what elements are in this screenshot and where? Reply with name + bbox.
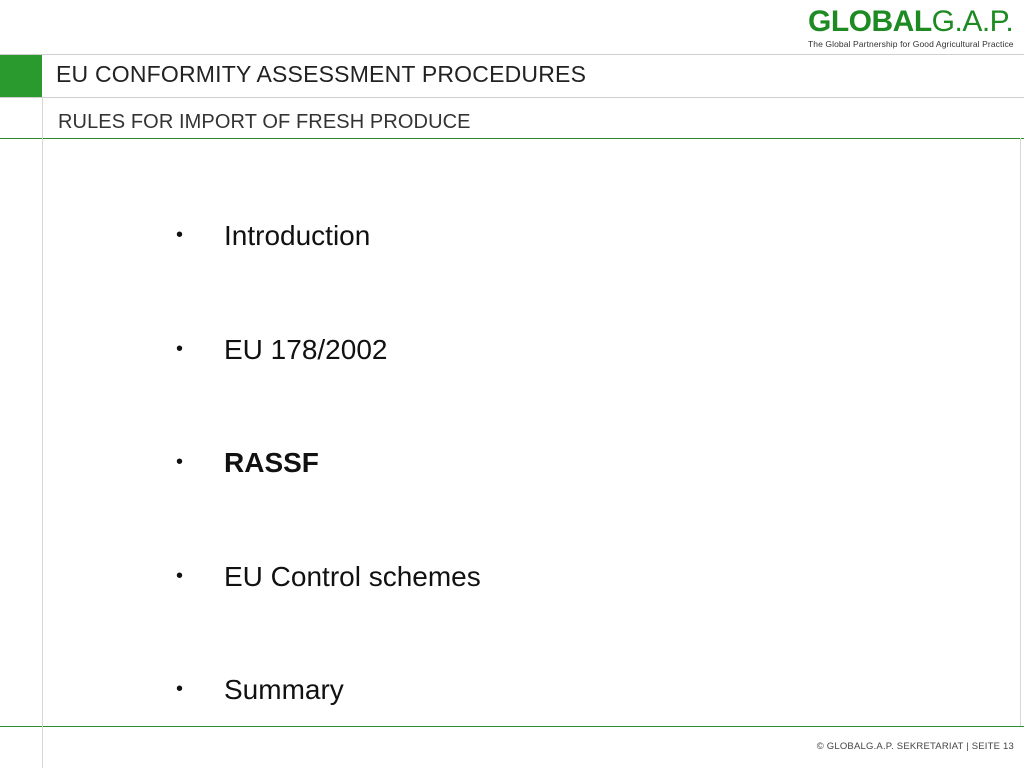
agenda-item-label: Introduction xyxy=(224,220,371,251)
agenda-item-eu-178 xyxy=(176,334,387,366)
agenda-item-introduction xyxy=(176,220,370,252)
right-margin-line xyxy=(1020,138,1021,726)
bullet-icon: • xyxy=(176,678,184,701)
bullet-icon: • xyxy=(176,565,184,588)
agenda-item-label: EU 178/2002 xyxy=(224,334,388,365)
bullet-icon: • xyxy=(176,451,184,474)
logo-wordmark xyxy=(808,6,1018,38)
footer-divider xyxy=(0,726,1024,727)
agenda-item-eu-control-schemes xyxy=(176,561,481,593)
logo-brand-light: G.A.P. xyxy=(931,5,1014,38)
title-divider xyxy=(0,97,1024,98)
bullet-icon: • xyxy=(176,338,184,361)
agenda-item-label: Summary xyxy=(224,674,344,705)
footer-copyright: © GLOBALG.A.P. SEKRETARIAT | SEITE 13 xyxy=(816,741,1014,752)
globalgap-logo xyxy=(808,6,1018,48)
logo-tagline: The Global Partnership for Good Agricultural Practice xyxy=(808,39,1014,49)
slide-subtitle: RULES FOR IMPORT OF FRESH PRODUCE xyxy=(58,111,471,133)
slide-title: EU CONFORMITY ASSESSMENT PROCEDURES xyxy=(56,61,587,87)
agenda-item-rassf xyxy=(176,447,319,479)
left-margin-line xyxy=(42,97,43,768)
logo-brand-bold: GLOBAL xyxy=(808,5,932,38)
agenda-item-summary xyxy=(176,674,344,706)
agenda-item-label: EU Control schemes xyxy=(224,561,481,592)
bullet-icon: • xyxy=(176,224,184,247)
agenda-item-label: RASSF xyxy=(224,447,319,478)
top-divider xyxy=(0,54,1024,55)
header-accent-block xyxy=(0,55,42,97)
subtitle-divider xyxy=(0,138,1024,139)
